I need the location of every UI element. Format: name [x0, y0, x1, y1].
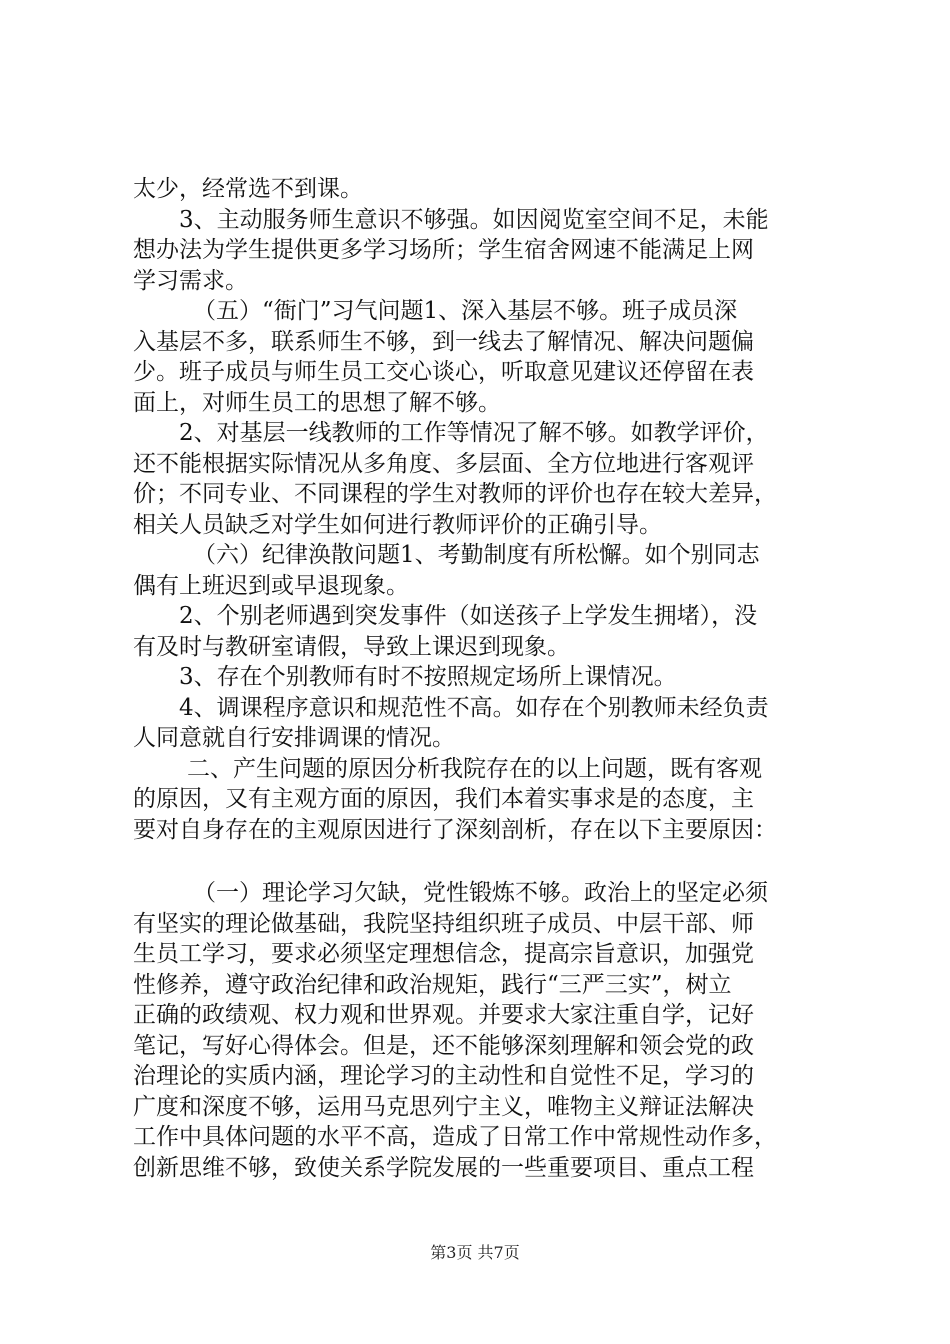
text-line: 广度和深度不够，运用马克思列宁主义，唯物主义辩证法解决: [133, 1093, 754, 1120]
section-heading-line: （一）理论学习欠缺，党性锻炼不够。政治上的坚定必须: [193, 880, 768, 906]
text-line: 有坚实的理论做基础，我院坚持组织班子成员、中层干部、师: [133, 910, 754, 937]
text-line: 价；不同专业、不同课程的学生对教师的评价也存在较大差异，: [133, 481, 777, 507]
text-line: 正确的政绩观、权力观和世界观。并要求大家注重自学，记好: [133, 1002, 754, 1028]
section-heading-line: （五）“衙门”习气问题1、深入基层不够。班子成员深: [193, 298, 738, 324]
text-line: 想办法为学生提供更多学习场所；学生宿舍网速不能满足上网: [133, 237, 754, 263]
text-line: 入基层不多，联系师生不够，到一线去了解情况、解决问题偏: [133, 328, 754, 355]
paragraph-gap: [133, 845, 833, 878]
text-line: 4、调课程序意识和规范性不高。如存在个别教师未经负责: [179, 694, 769, 721]
document-body: [133, 174, 833, 1183]
text-line: 人同意就自行安排调课的情况。: [133, 725, 455, 751]
text-line: 性修养，遵守政治纪律和政治规矩，践行“三严三实”，树立: [133, 971, 732, 998]
text-line: 还不能根据实际情况从多角度、多层面、全方位地进行客观评: [133, 450, 754, 477]
page-footer: 第3页 共7页: [430, 1243, 520, 1262]
text-line: 生员工学习，要求必须坚定理想信念，提高宗旨意识，加强党: [133, 941, 754, 967]
text-line: 要对自身存在的主观原因进行了深刻剖析，存在以下主要原因：: [133, 816, 777, 843]
text-line: 3、主动服务师生意识不够强。如因阅览室空间不足，未能: [179, 206, 769, 233]
text-line: 3、存在个别教师有时不按照规定场所上课情况。: [179, 664, 677, 690]
text-line: 创新思维不够，致使关系学院发展的一些重要项目、重点工程: [133, 1154, 754, 1181]
text-line: 的原因，又有主观方面的原因，我们本着实事求是的态度，主: [133, 786, 754, 812]
text-line: 学习需求。: [133, 267, 248, 294]
text-line: 有及时与教研室请假，导致上课迟到现象。: [133, 633, 570, 660]
text-line: 太少，经常选不到课。: [133, 176, 363, 202]
text-line: 工作中具体问题的水平不高，造成了日常工作中常规性动作多，: [133, 1124, 777, 1150]
text-line: 2、对基层一线教师的工作等情况了解不够。如教学评价，: [179, 420, 769, 446]
text-line: 2、个别老师遇到突发事件（如送孩子上学发生拥堵），没: [179, 603, 758, 629]
text-line: 治理论的实质内涵，理论学习的主动性和自觉性不足，学习的: [133, 1063, 754, 1089]
section-heading-line: （六）纪律涣散问题1、考勤制度有所松懈。如个别同志: [193, 542, 760, 568]
section-heading-line: 二、产生问题的原因分析我院存在的以上问题，既有客观: [187, 755, 762, 782]
text-line: 偶有上班迟到或早退现象。: [133, 572, 409, 599]
text-line: 笔记，写好心得体会。但是，还不能够深刻理解和领会党的政: [133, 1032, 754, 1059]
text-line: 面上，对师生员工的思想了解不够。: [133, 389, 501, 416]
text-line: 少。班子成员与师生员工交心谈心，听取意见建议还停留在表: [133, 359, 754, 385]
text-line: 相关人员缺乏对学生如何进行教师评价的正确引导。: [133, 511, 662, 538]
